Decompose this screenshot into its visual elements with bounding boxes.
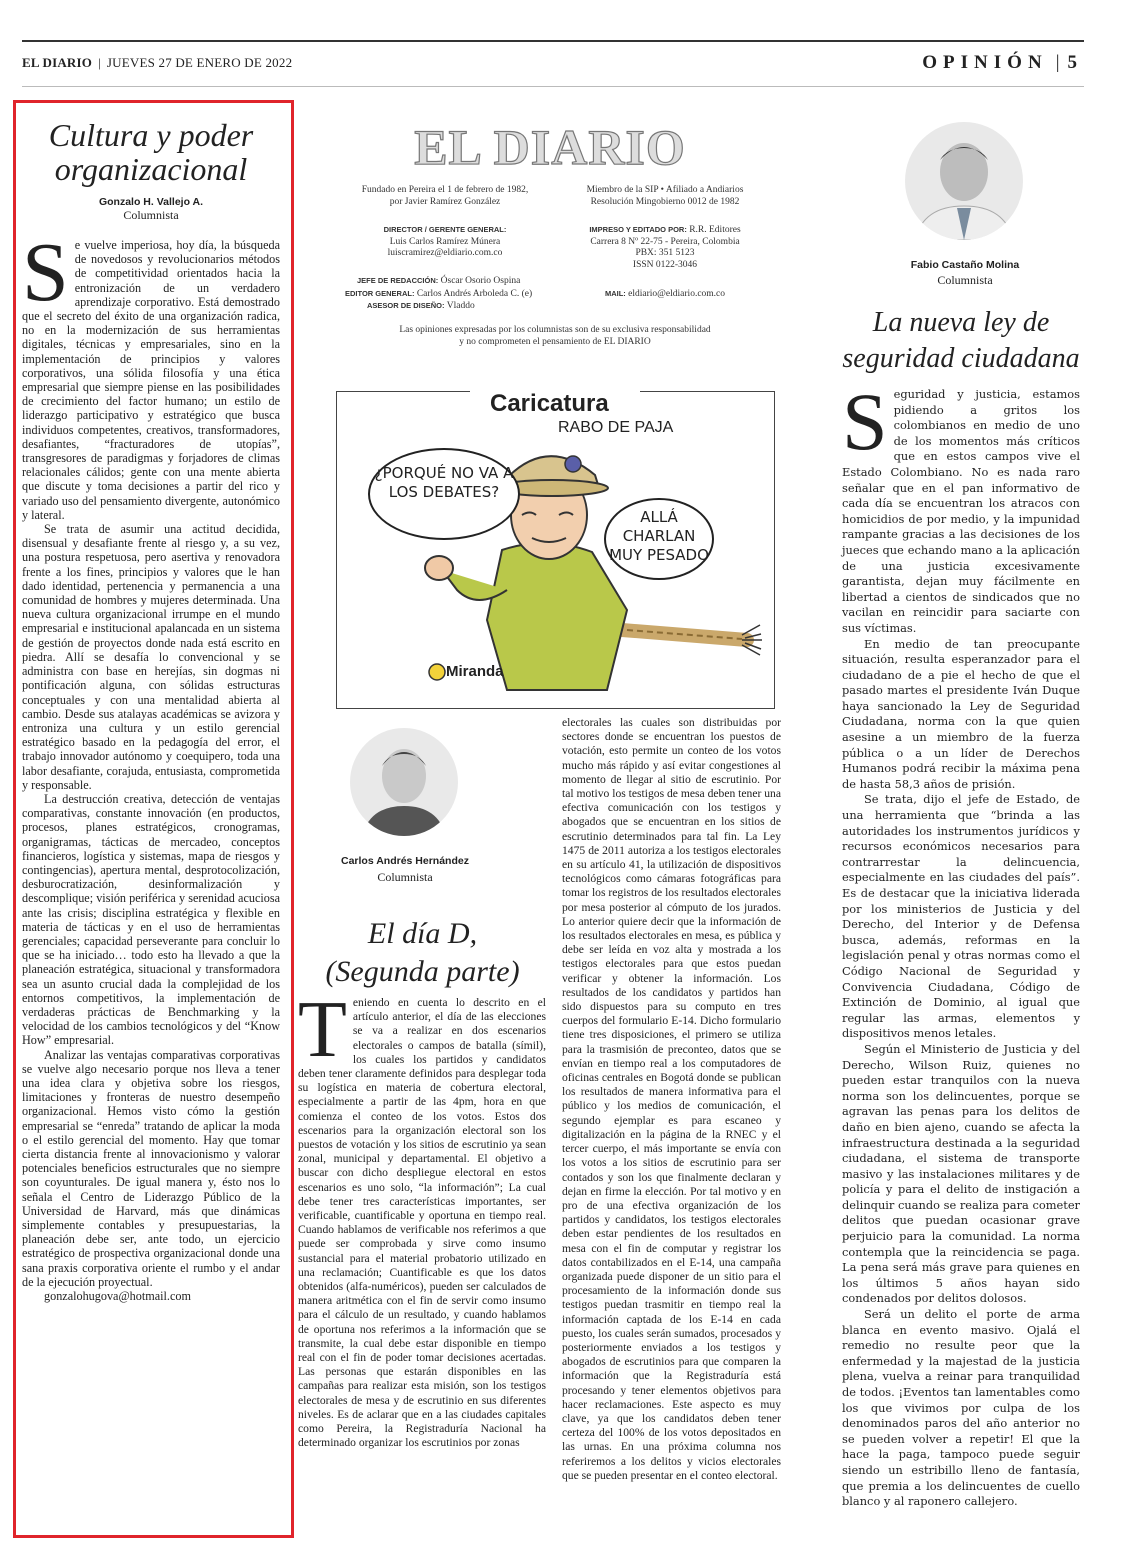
masthead-founded: Fundado en Pereira el 1 de febrero de 1982, por Javier Ramírez González (361, 185, 529, 207)
author-name: Carlos Andrés Hernández (341, 855, 469, 867)
article-body-continued (562, 716, 781, 1483)
author-role: Columnista (377, 870, 433, 884)
issue-date: JUEVES 27 DE ENERO DE 2022 (106, 55, 293, 70)
drop-cap: S (842, 376, 888, 467)
author-name: Fabio Castaño Molina (910, 259, 1020, 271)
masthead-director: DIRECTOR / GERENTE GENERAL: Luis Carlos Ramírez Múnera luiscramirez@eldiario.com.co (383, 225, 507, 258)
masthead-mail: MAIL: eldiario@eldiario.com.co (604, 289, 726, 299)
paragraph: Analizar las ventajas comparativas corporativas se vuelve algo necesario porque nos lleva a tener una idea clara y objetiva sobre los riesgos, limitaciones y fronteras de nuestro desempeño organizacional. Hemos visto cómo la gestión empresarial se “enreda” tratando de aplicar la moda o el estilo gerencial del momento. Hay que tomar cierta distancia frente al innovacionismo y valorar potenciales beneficios estructurales que no siempre son coyunturales. De igual manera y, ésto nos lo señala el Centro de Liderazgo Público de la Universidad de Harvard, más que dinámicas simplemente contables y presupuestarias, la planeación debe ser, ante todo, un ejercicio estratégico de prospectiva organizacional donde una sana praxis corporativa oriente el rumbo y el andar de la ejecución proyectual. (22, 1047, 280, 1289)
paragraph: Se trata, dijo el jefe de Estado, de una herramienta que “brinda a las autoridades los instrumentos jurídicos y recursos económicos necesarios para contrarrestar la delincuencia, especialmente en las ciudades del país”. Es de destacar que la iniciativa liderada por los ministerios de Justicia y del Derecho, del Interior y de Defensa busca, además, reformas en la legislación penal y otras normas como el Código Nacional de Seguridad y Convivencia Ciudadana, Código de Extinción de Dominio, al igual que regular las armas, elementos y dispositivos menos letales. (842, 792, 1080, 1041)
page-header-left: EL DIARIO | JUEVES 27 DE ENERO DE 2022 (22, 55, 293, 70)
cartoon-subtitle: RABO DE PAJA (558, 419, 674, 436)
cartoon-signature: Miranda (446, 663, 504, 680)
paragraph: Será un delito el porte de arma blanca en evento masivo. Ojalá el remedio no resulte peor que la enfermedad y la majestad de la justicia plena, vuelva a reinar para tranquilidad de todos. ¡Eventos tan lamentables como los que vivimos por culpa de los denominados paros del año anterior no se pueden volver a repetir! El que la hace la paga, tampoco puede seguir siendo un estribillo lleno de fantasía, que premia a los delincuentes de cuello blanco y al raponero callejero. (842, 1307, 1080, 1509)
article-role: Columnista (123, 208, 179, 222)
author-photo-castano (905, 122, 1023, 240)
cartoon-title: Caricatura (490, 390, 609, 417)
article-body (22, 226, 280, 1304)
drop-cap: S (22, 226, 69, 319)
paragraph: e vuelve imperiosa, hoy día, la búsqueda de novedosos y revolucionarios métodos de competitividad orientados hacia la entronización de un verdadero aprendizaje corporativo. Está demostrado que el secreto del éxito de una organización radica, no en la modernización de sus herramientas digitales, técnicas y empresariales, sino en la implementación de principios y valores corporativos, una sólida filosofía y una ética empresarial que siempre piense en las posibilidades de crecimiento del factor humano; un estilo de liderazgo participativo y estratégico que busca individuos competentes, creativos, transformadores, desafiantes, “fracturadores de utopías”, transgresores de paradigmas y forjadores de climas relacionales cálidos; gente con una mente abierta que discute y toma decisiones a partir del rico y variado uso del pensamiento divergente, autonómico y lateral. (22, 238, 280, 522)
article-title: Cultura y poder organizacional (48, 117, 254, 187)
article-title: La nueva ley de seguridad ciudadana (842, 307, 1080, 374)
drop-cap: T (298, 986, 347, 1074)
article-body (842, 376, 1080, 1510)
page-header-right: OPINIÓN | 5 (922, 52, 1083, 73)
speech-bubble-right: ALLÁ CHARLAN MUY PESADO (604, 498, 714, 580)
top-rule (22, 40, 1084, 42)
paragraph: electorales las cuales son distribuidas por sectores donde se encuentran los puestos de votación, esto permite un conteo de los votos mucho más rápido y así evitar congestiones al momento de llegar al sitio de escrutinio. Por tal motivo los testigos de mesa deben tener una efectiva comunicación con los testigos y abogados que se encuentran en los sitios de escrutinio determinados para tal fin. La Ley 1475 de 2011 autoriza a los testigos electorales en su artículo 41, la utilización de dispositivos tecnológicos como cámaras fotográficas para tomar los registros de los resultados electorales por mesa posterior al cómputo de los jurados. Lo anterior quiere decir que la información de los resultados electorales en mesa, es pública y debe ser leída en voz alta y mostrada a los testigos electorales para que estos puedan verificar y obtener la información. Los resultados de los candidatos y partidos han sido dispuestos para su computo en tres cuerpos del formulario E-14. Dicho formulario tiene tres disposiciones, el primero se utiliza para la trasmisión de preconteo, datos que se envían en tiempo real a los computadores de oficinas centrales en Bogotá donde se publican los resultados de manera informativa para el público y los medios de comunicación, el segundo ejemplar es para escaneo y digitalización en la página de la RNEC y el tercer cuerpo, el más importante se envía con los votos a los sitios de escrutinio para ser contados y son los que finalmente declaran y dejan en firme la elección. Por tal motivo y en pro de una efectiva organización de los partidos y candidatos, los testigos electorales deben estar pendientes de los resultados en mesa con el fin de computar y registrar los datos contabilizados en el E-14, una campaña organizada puede disponer de un sitio para el procesamiento de la información donde sus testigos puedan trasmitir en tiempo real la información captada de los E-14 en cada puesto, los cuales serán sumados, procesados y posteriormente enviados a los testigos y abogados de escrutinios para que comparen la información que la Registraduría está procesando y tener elementos objetivos para hacer reclamaciones. Este aspecto es muy clave, ya que los candidatos deben tener certeza del 100% de los votos depositados en las urnas. En una próxima columna nos referiremos a los delitos y vicios electorales que se pueden presentar en el conteo electoral. (562, 716, 781, 1482)
masthead-printer: IMPRESO Y EDITADO POR: R.R. Editores Carrera 8 Nº 22-75 - Pereira, Colombia PBX: 351 5123 ISSN 0122-3046 (589, 225, 741, 270)
paragraph: En medio de tan preocupante situación, resulta esperanzador para el ciudadano de a pie el hecho de que el pasado martes el presidente Iván Duque haya sancionado la Ley de Seguridad Ciudadana, norma con la que quien asesine a un miembro de la fuerza pública o a un líder de Derechos Humanos podrá recibir la máxima pena de hasta 58,3 años de prisión. (842, 636, 1080, 791)
article-cultura (22, 118, 280, 1303)
paragraph: Según el Ministerio de Justicia y del Derecho, Wilson Ruiz, quienes no pueden estar tranquilos con la nueva norma son los delincuentes, porque se agravan las penas para los delitos de daño en bien ajeno, cuando se afecta la infraestructura destinada a la seguridad ciudadana, el sistema de transporte masivo y las instalaciones militares y de policía y para el delito de instigación a delinquir cuando se realiza para cometer delitos que puedan ocasionar grave perjuicio para la comunidad. La norma contempla que la reincidencia se paga. La pena será más grave para quienes en los últimos 5 años hayan sido condenados por delitos dolosos. (842, 1041, 1080, 1306)
masthead-disclaimer: Las opiniones expresadas por los columnistas son de su exclusiva responsabilidad y no comprometen el pensamiento de EL DIARIO (399, 325, 711, 347)
page-number: 5 (1067, 52, 1083, 73)
paper-name: EL DIARIO (22, 55, 93, 70)
section-name: OPINIÓN (922, 52, 1048, 73)
author-role: Columnista (937, 273, 993, 287)
paragraph: Se trata de asumir una actitud decidida, disensual y desafiante frente al riesgo y, a su vez, una postura respetuosa, pero asertiva y renovadora frente a los fines, principios y valores que le han dado identidad, pertenencia y permanencia a una comunidad de hombres y mujeres determinada. Una nueva cultura organizacional irrumpe en el mundo empresarial e institucional apalancada en un sistema de gestión de proyectos donde nada está escrito en piedra. Allí se desafía lo convencional y se administra con base en herejías, sin dogmas ni pontificación alguna, con sólidas estructuras conceptuales y con una mentalidad abierta al cambio. Desde sus atalayas académicas se avizora y entroniza una cultura y un estilo gerencial estratégico basado en la pedagogía del error, el trabajo innovador autónomo y coequipero, toda una labor desafiante, corajuda, entusiasta, comprometida y responsable. (22, 522, 280, 792)
author-photo-hernandez (350, 728, 458, 836)
masthead-staff: JEFE DE REDACCIÓN: Óscar Osorio Ospina EDITOR GENERAL: Carlos Andrés Arboleda C. (e) ASESOR DE DISEÑO: Vladdo (345, 276, 533, 311)
speech-bubble-left: ¿PORQUÉ NO VA A LOS DEBATES? (368, 448, 520, 540)
article-author: Gonzalo H. Vallejo A. (98, 196, 204, 208)
masthead-membership: Miembro de la SIP • Afiliado a Andiarios Resolución Mingobierno 0012 de 1982 (586, 185, 744, 207)
paragraph: eguridad y justicia, estamos pidiendo a gritos los colombianos en medio de uno de los momentos más críticos que en estos campos vive el Estado Colombiano. No es nada raro señalar que en el pan informativo de cada día se encuentran los atracos con homicidios de por medio, y la impunidad rampante gracias a las decisiones de los jueces que echando mano a la aplicación de una justicia excesivamente garantista, dejan muy fácilmente en libertad a cientos de sindicados que no vacilan en reincidir para saciarte con sus víctimas. (842, 387, 1080, 635)
paragraph: eniendo en cuenta lo descrito en el artículo anterior, el día de las elecciones se va a realizar en dos escenarios electorales o campos de batalla (símil), los cuales los partidos y candidatos deben tener claramente definidos para desplegar toda su logística en materia de cobertura electoral, especialmente a partir de las 4pm, hora en que comienza el conteo de los votos. Estos dos escenarios para la organización electoral son los puestos de votación y los sitios de escrutinio ya sean zonal, municipal y departamental. El objetivo a buscar con dicho despliegue electoral en estos escenarios es uno solo, “la información”; La cual debe tener tres características importantes, ser verificable, cuantificable y oportuna en tiempo real. Cuando hablamos de verificable nos referimos a que puede ser comprobada y sirve como insumo sustancial para el material probatorio utilizado en una reclamación; Cuantificable es que los datos obtenidos (alfa-numéricos), pueden ser calculados de manera aritmética con el fin de servir como insumo para el cálculo de un resultado, y cuando hablamos de oportuna nos referimos a la información que se transmite, la cual debe estar disponible en tiempo real con el fin de poder tomar decisiones acertadas. Las personas que estarán disponibles en las campañas para realizar esta misión, son los testigos electorales de mesa y de escrutinio en sus diferentes niveles. Es de aclarar que en a las ciudades capitales como Pereira, la Registraduría Nacional ha determinado organizar los escrutinios por zonas (298, 996, 546, 1450)
header-underline (22, 86, 1084, 87)
article-title: El día D, (Segunda parte) (325, 917, 520, 988)
article-body (298, 986, 546, 1451)
paragraph: La destrucción creativa, detección de ventajas comparativas, constante innovación (en productos, procesos, planes estratégicos, cronogramas, organigramas, tácticas de mercadeo, conceptos financieros, logística y sistemas, mapa de riesgos y contingencias), apertura mental, desprotocolización, desburocratización, desinformalización y descomplique; visión periférica y serenidad acuciosa ante las crisis; disciplina estratégica y flexible en materia de tácticas y en el uso de herramientas gerenciales; capacidad perseverante para concluir lo que se ha iniciado… todo esto ha llevado a que la planeación estratégica, situacional y transformadora sea un asunto crucial dada la complejidad de los entornos competitivos, la implementación de verdaderas prácticas de Benchmarking y la velocidad de los cambios tecnológicos y del “Know How” empresarial. (22, 791, 280, 1048)
author-email[interactable]: gonzalohugova@hotmail.com (44, 1289, 191, 1304)
masthead-logo: EL DIARIO (414, 119, 686, 175)
